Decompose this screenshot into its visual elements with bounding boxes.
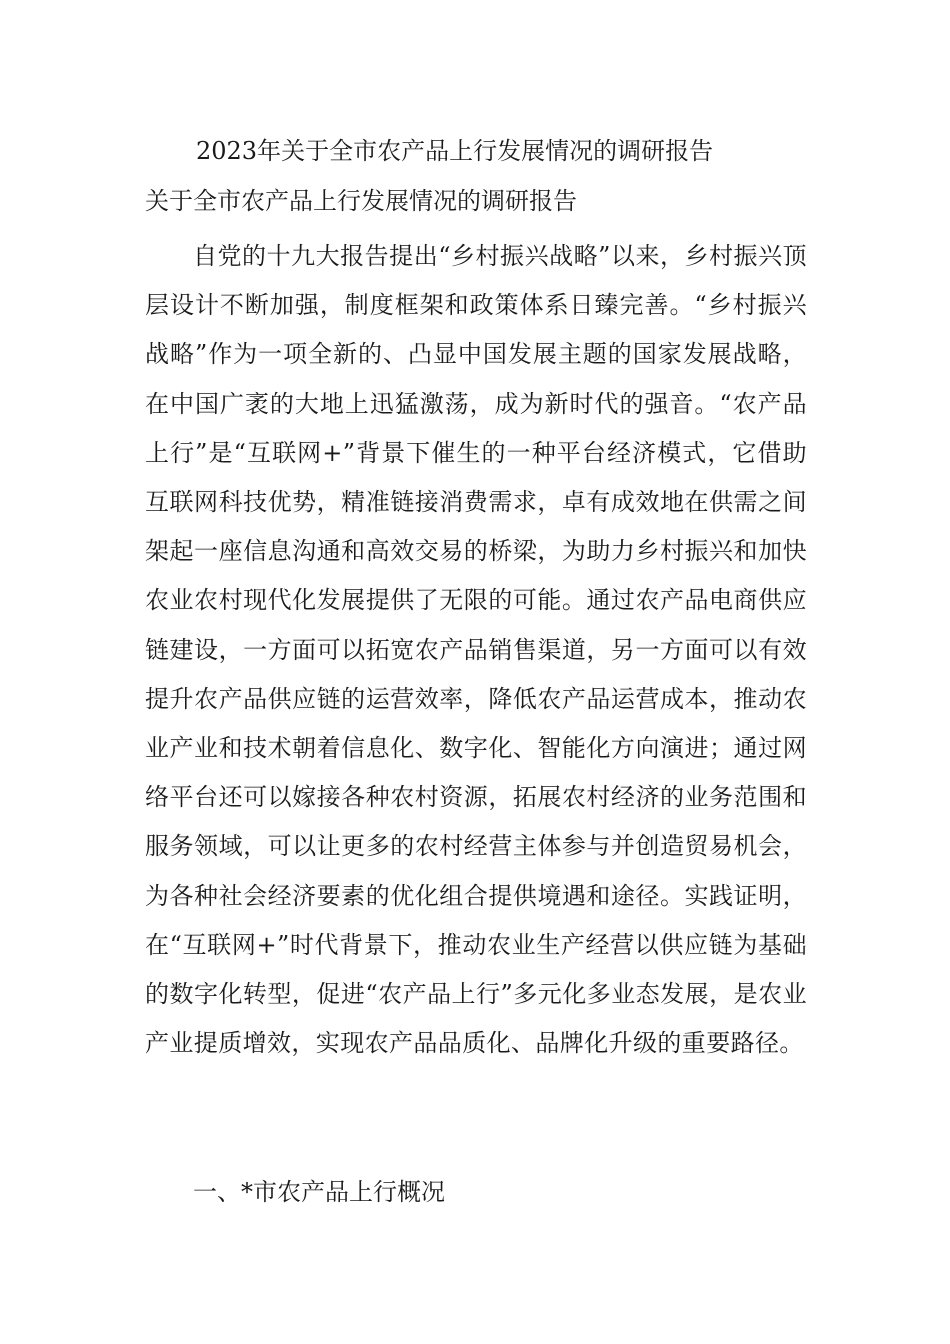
section-heading: 一、*市农产品上行概况	[193, 1178, 445, 1206]
document-subtitle: 关于全市农产品上行发展情况的调研报告	[145, 187, 577, 215]
document-title: 2023年关于全市农产品上行发展情况的调研报告	[196, 137, 714, 165]
body-paragraph: 自党的十九大报告提出“乡村振兴战略”以来，乡村振兴顶层设计不断加强，制度框架和政策体系日臻完善。“乡村振兴战略”作为一项全新的、凸显中国发展主题的国家发展战略，在中国广袤的大地上迅猛激荡，成为新时代的强音。“农产品上行”是“互联网+”背景下催生的一种平台经济模式，它借助互联网科技优势，精准链接消费需求，卓有成效地在供需之间架起一座信息沟通和高效交易的桥梁，为助力乡村振兴和加快农业农村现代化发展提供了无限的可能。通过农产品电商供应链建设，一方面可以拓宽农产品销售渠道，另一方面可以有效提升农产品供应链的运营效率，降低农产品运营成本，推动农业产业和技术朝着信息化、数字化、智能化方向演进；通过网络平台还可以嫁接各种农村资源，拓展农村经济的业务范围和服务领域，可以让更多的农村经营主体参与并创造贸易机会，为各种社会经济要素的优化组合提供境遇和途径。实践证明，在“互联网+”时代背景下，推动农业生产经营以供应链为基础的数字化转型，促进“农产品上行”多元化多业态发展，是农业产业提质增效，实现农产品品质化、品牌化升级的重要路径。	[145, 242, 807, 1058]
